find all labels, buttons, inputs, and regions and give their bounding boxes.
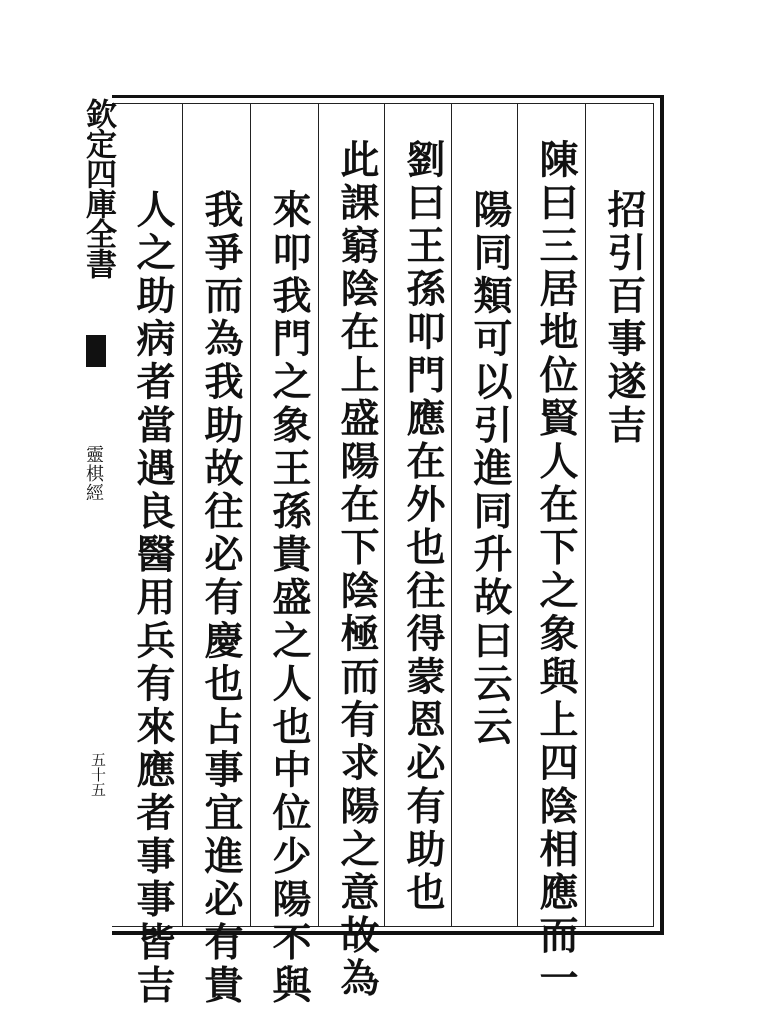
margin-page-number: 五十五 [89, 752, 107, 797]
column-rule [318, 103, 319, 927]
column-rule [250, 103, 251, 927]
text-column: 人之助病者當遇良醫用兵有來應者事事皆吉 [130, 189, 176, 1008]
column-rule [517, 103, 518, 927]
column-rule [182, 103, 183, 927]
text-column: 來叩我門之象王孫貴盛之人也中位少陽不與 [266, 189, 312, 1008]
margin-book-title: 靈棋經 [83, 445, 104, 502]
column-rule [585, 103, 586, 927]
text-column-heading: 招引百事遂吉 [601, 189, 647, 448]
text-column: 我爭而為我助故往必有慶也占事宜進必有貴 [198, 189, 244, 1008]
margin-collection-title: 欽定四庫全書 [80, 98, 116, 278]
text-column: 此課窮陰在上盛陽在下陰極而有求陽之意故為 [334, 139, 380, 1001]
text-column: 劉曰王孫叩門應在外也往得蒙恩必有助也 [400, 139, 446, 915]
text-column: 陳曰三居地位賢人在下之象與上四陰相應而一 [533, 139, 579, 1001]
text-column: 陽同類可以引進同升故曰云云 [467, 189, 513, 750]
column-rule [384, 103, 385, 927]
column-rule [451, 103, 452, 927]
margin-ink-mark [86, 335, 106, 367]
